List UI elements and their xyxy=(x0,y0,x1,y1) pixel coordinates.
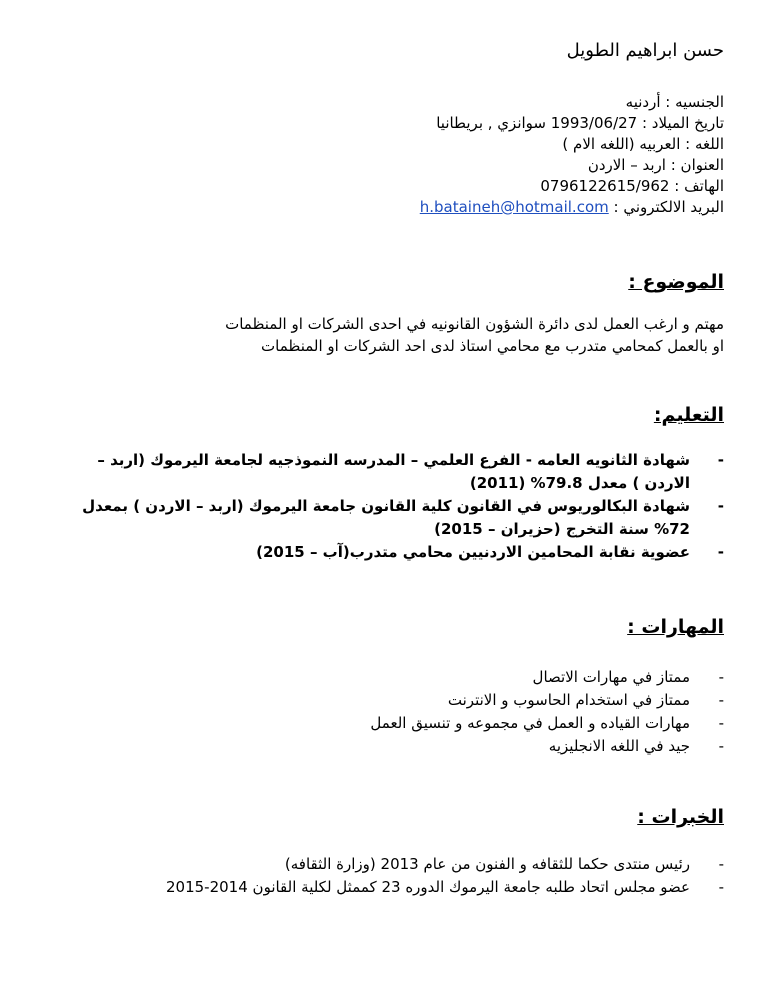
objective-heading: الموضوع : xyxy=(628,271,724,293)
objective-line-2: او بالعمل كمحامي متدرب مع محامي استاذ لدى احد الشركات او المنظمات xyxy=(261,337,724,355)
education-heading: التعليم: xyxy=(653,404,724,426)
skills-heading: المهارات : xyxy=(627,616,724,638)
skill-item: - جيد في اللغه الانجليزيه xyxy=(370,735,724,758)
education-item: - شهادة البكالوريوس في القانون كلية القانون جامعة اليرموك (اربد – الاردن ) بمعدل 72% سنة التخرج (حزيران – 2015) xyxy=(66,495,724,541)
experience-item: - عضو مجلس اتحاد طلبه جامعة اليرموك الدوره 23 كممثل لكلية القانون 2014-2015 xyxy=(166,876,724,899)
objective-text xyxy=(225,313,724,357)
education-list xyxy=(66,449,724,564)
experience-list xyxy=(166,853,724,899)
email-link[interactable]: h.bataineh@hotmail.com xyxy=(419,198,609,216)
email-label: البريد الالكتروني : xyxy=(613,198,724,216)
education-item: - شهادة الثانويه العامه - الفرع العلمي – المدرسه النموذجيه لجامعة اليرموك (اربد –الاردن ) معدل 79.8% (2011) xyxy=(66,449,724,495)
person-name: حسن ابراهيم الطويل xyxy=(566,40,724,61)
birth-line: تاريخ الميلاد : 1993/06/27 سوانزي , بريطانيا xyxy=(436,114,724,132)
skill-item: - ممتاز في استخدام الحاسوب و الانترنت xyxy=(370,689,724,712)
phone-line: الهاتف : 0796122615/962 xyxy=(540,177,724,195)
skill-item: - مهارات القياده و العمل في مجموعه و تنسيق العمل xyxy=(370,712,724,735)
objective-line-1: مهتم و ارغب العمل لدى دائرة الشؤون القانونيه في احدى الشركات او المنظمات xyxy=(225,315,724,333)
personal-info xyxy=(420,92,724,218)
language-line: اللغه : العربيه (اللغه الام ) xyxy=(562,135,724,153)
address-line: العنوان : اربد – الاردن xyxy=(587,156,724,174)
experience-heading: الخبرات : xyxy=(637,806,724,828)
education-item: - عضوية نقابة المحامين الاردنيين محامي متدرب(آب – 2015) xyxy=(66,541,724,564)
experience-item: - رئيس منتدى حكما للثقافه و الفنون من عام 2013 (وزارة الثقافه) xyxy=(166,853,724,876)
nationality-line: الجنسيه : أردنيه xyxy=(625,93,724,111)
skill-item: - ممتاز في مهارات الاتصال xyxy=(370,666,724,689)
skills-list xyxy=(370,666,724,758)
email-line xyxy=(420,197,724,218)
